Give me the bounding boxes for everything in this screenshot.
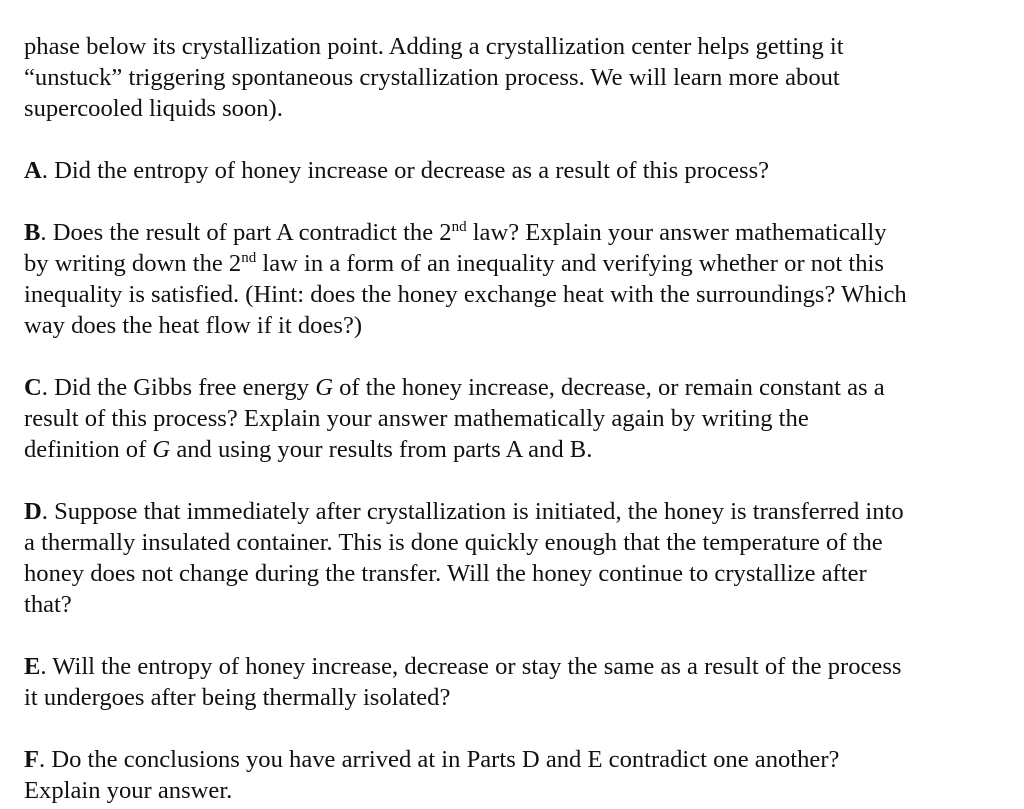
document-body: [24, 31, 999, 806]
superscript: nd: [451, 219, 467, 235]
question-label: D: [24, 498, 42, 525]
question-e: [24, 651, 999, 713]
question-text: . Does the result of part A contradict the 2: [40, 219, 452, 246]
question-text: . Did the entropy of honey increase or decrease as a result of this process?: [41, 157, 770, 184]
question-text: that?: [24, 591, 72, 618]
question-c: [24, 372, 999, 465]
question-f: [24, 744, 999, 806]
intro-paragraph: [24, 31, 999, 124]
question-text: Explain your answer.: [24, 777, 233, 804]
question-text: law in a form of an inequality and verifying whether or not this: [256, 250, 884, 277]
question-label: C: [24, 374, 42, 401]
question-text: law? Explain your answer mathematically: [466, 219, 887, 246]
question-label: E: [24, 653, 41, 680]
gibbs-symbol: G: [315, 374, 333, 401]
question-d: [24, 496, 999, 620]
question-text: definition of: [24, 436, 153, 463]
question-label: A: [24, 157, 42, 184]
superscript: nd: [241, 250, 257, 266]
question-text: . Do the conclusions you have arrived at in Parts D and E contradict one another?: [39, 746, 840, 773]
question-label: B: [24, 219, 41, 246]
intro-line: supercooled liquids soon).: [24, 95, 283, 122]
question-text: a thermally insulated container. This is done quickly enough that the temperature of the: [24, 529, 883, 556]
question-text: result of this process? Explain your answer mathematically again by writing the: [24, 405, 809, 432]
question-text: by writing down the 2: [24, 250, 242, 277]
question-text: and using your results from parts A and B.: [170, 436, 593, 463]
question-text: way does the heat flow if it does?): [24, 312, 363, 339]
intro-line: “unstuck” triggering spontaneous crystallization process. We will learn more about: [24, 64, 840, 91]
question-text: . Did the Gibbs free energy: [41, 374, 316, 401]
question-text: honey does not change during the transfer. Will the honey continue to crystallize after: [24, 560, 867, 587]
question-text: . Suppose that immediately after crystallization is initiated, the honey is transferred into: [41, 498, 904, 525]
question-a: [24, 155, 999, 186]
question-text: . Will the entropy of honey increase, decrease or stay the same as a result of the process: [40, 653, 902, 680]
question-text: inequality is satisfied. (Hint: does the honey exchange heat with the surroundings? Which: [24, 281, 907, 308]
question-text: it undergoes after being thermally isolated?: [24, 684, 451, 711]
question-text: of the honey increase, decrease, or remain constant as a: [332, 374, 885, 401]
question-label: F: [24, 746, 40, 773]
question-b: [24, 217, 999, 341]
gibbs-symbol: G: [152, 436, 171, 463]
intro-line: phase below its crystallization point. Adding a crystallization center helps getting it: [24, 33, 844, 60]
